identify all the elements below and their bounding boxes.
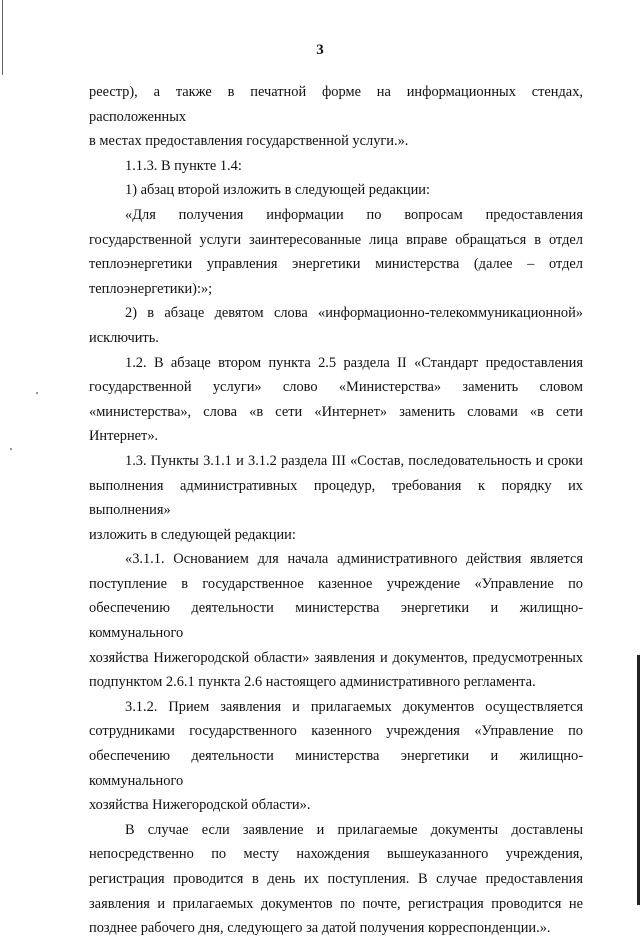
text-line: 1.2. В абзаце втором пункта 2.5 раздела II «Стандарт предоставления [125, 354, 583, 371]
text-line: хозяйства Нижегородской области». [89, 797, 311, 814]
text-line: реестр), а также в печатной форме на информационных стендах, расположенных [89, 84, 583, 125]
text-line: государственной услуги заинтересованные лица вправе обращаться в отдел [89, 231, 583, 248]
text-line: 1.3. Пункты 3.1.1 и 3.1.2 раздела III «Состав, последовательность и сроки [125, 452, 583, 469]
text-line: хозяйства Нижегородской области» заявления и документов, предусмотренных [89, 649, 583, 666]
text-line: регистрация проводится в день их поступления. В случае предоставления [89, 871, 583, 887]
text-line: подпунктом 2.6.1 пункта 2.6 настоящего административного регламента. [89, 674, 536, 691]
text-line: «министерства», слова «в сети «Интернет» заменить словами «в сети Интернет». [89, 403, 583, 445]
page-number: 3 [316, 42, 324, 58]
text-line: изложить в следующей редакции: [89, 526, 296, 543]
text-line: позднее рабочего дня, следующего за датой получения корреспонденции.». [89, 920, 551, 937]
text-line: «Для получения информации по вопросам предоставления [125, 206, 583, 223]
text-line: 3.1.2. Прием заявления и прилагаемых документов осуществляется [125, 698, 583, 715]
text-line: обеспечению деятельности министерства энергетики и жилищно-коммунального [89, 600, 583, 642]
scan-speck [10, 448, 12, 450]
text-line: сотрудниками государственного казенного учреждения «Управление по [89, 723, 583, 740]
text-line: В случае если заявление и прилагаемые документы доставлены [125, 821, 583, 838]
text-line: государственной услуги» слово «Министерства» заменить словом [89, 379, 583, 396]
text-line: 2) в абзаце девятом слова «информационно-телекоммуникационной» [125, 305, 583, 322]
text-line: заявления и прилагаемых документов по почте, регистрация проводится не [89, 895, 583, 912]
text-line: обеспечению деятельности министерства энергетики и жилищно-коммунального [89, 748, 583, 789]
text-line: 1.1.3. В пункте 1.4: [125, 157, 242, 174]
text-line: 1) абзац второй изложить в следующей редакции: [125, 182, 430, 199]
scan-speck [36, 392, 38, 394]
document-body [89, 80, 583, 941]
text-line: «3.1.1. Основанием для начала административного действия является [125, 551, 583, 568]
text-line: поступление в государственное казенное учреждение «Управление по [89, 575, 583, 592]
scan-edge-left [2, 0, 3, 75]
text-line: теплоэнергетики управления энергетики министерства (далее – отдел [89, 256, 583, 273]
text-line: исключить. [89, 329, 159, 346]
text-line: теплоэнергетики):»; [89, 280, 213, 297]
text-line: непосредственно по месту нахождения вышеуказанного учреждения, [89, 846, 583, 863]
text-line: выполнения административных процедур, требования к порядку их выполнения» [89, 477, 583, 519]
text-line: в местах предоставления государственной услуги.». [89, 133, 409, 150]
